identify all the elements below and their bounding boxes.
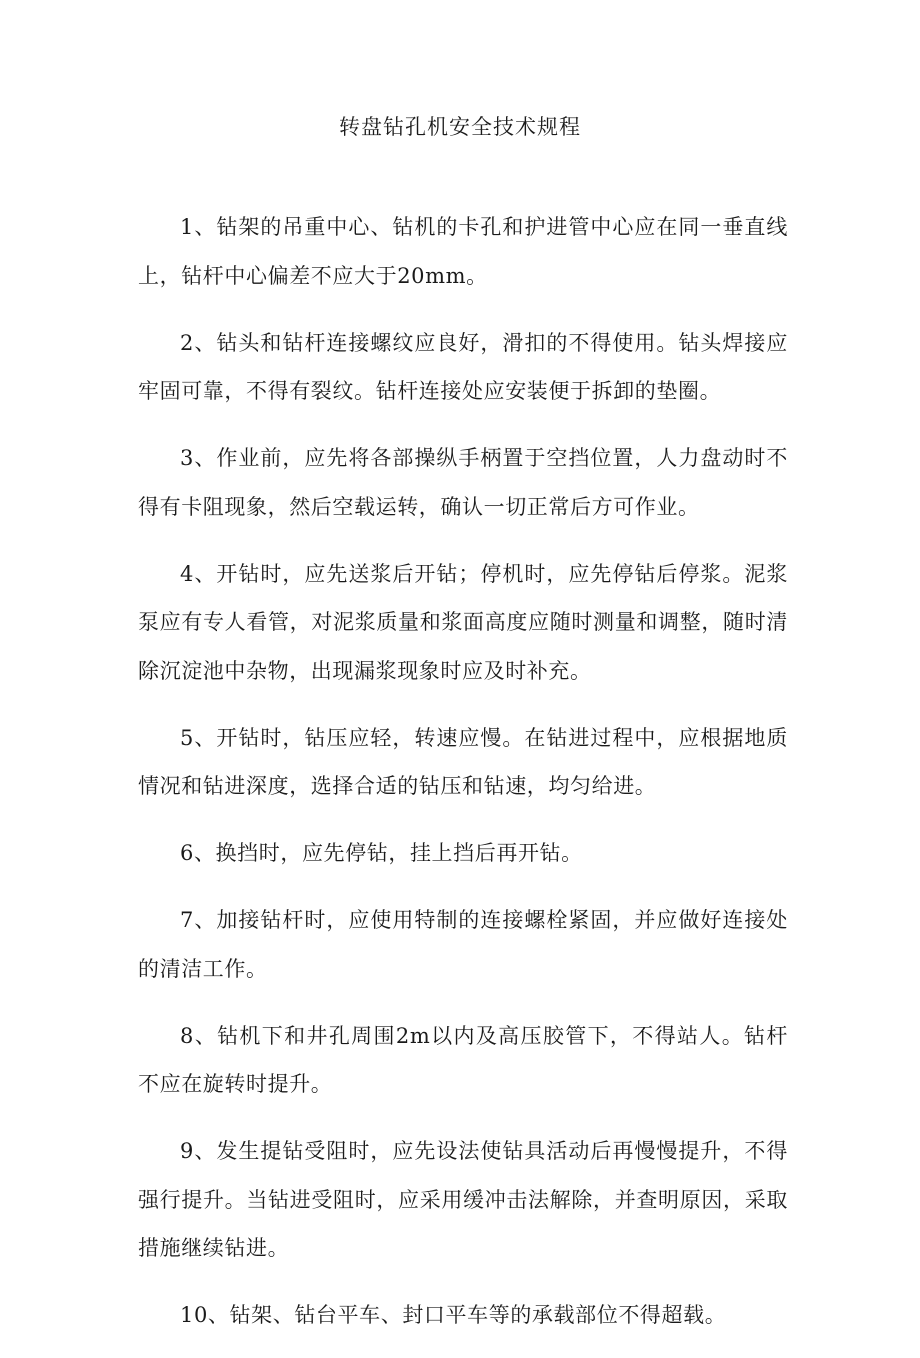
paragraph-7: 7、加接钻杆时，应使用特制的连接螺栓紧固，并应做好连接处的清洁工作。	[138, 908, 788, 981]
paragraph-3: 3、作业前，应先将各部操纵手柄置于空挡位置，人力盘动时不得有卡阻现象，然后空载运转，确认一切正常后方可作业。	[138, 446, 788, 519]
paragraph-1: 1、钻架的吊重中心、钻机的卡孔和护进管中心应在同一垂直线上，钻杆中心偏差不应大于20mm。	[138, 215, 788, 288]
paragraph-4: 4、开钻时，应先送浆后开钻；停机时，应先停钻后停浆。泥浆泵应有专人看管，对泥浆质量和浆面高度应随时测量和调整，随时清除沉淀池中杂物，出现漏浆现象时应及时补充。	[138, 561, 788, 683]
paragraph-10: 10、钻架、钻台平车、封口平车等的承载部位不得超载。	[180, 1303, 727, 1327]
paragraph-6: 6、换挡时，应先停钻，挂上挡后再开钻。	[180, 841, 583, 865]
paragraph-5: 5、开钻时，钻压应轻，转速应慢。在钻进过程中，应根据地质情况和钻进深度，选择合适的钻压和钻速，均匀给进。	[138, 725, 788, 798]
document-body	[138, 203, 788, 1358]
document-title: 转盘钻孔机安全技术规程	[339, 115, 581, 139]
paragraph-8: 8、钻机下和井孔周围2m以内及高压胶管下，不得站人。钻杆不应在旋转时提升。	[138, 1023, 788, 1096]
paragraph-2: 2、钻头和钻杆连接螺纹应良好，滑扣的不得使用。钻头焊接应牢固可靠，不得有裂纹。钻杆连接处应安装便于拆卸的垫圈。	[138, 330, 788, 403]
paragraph-9: 9、发生提钻受阻时，应先设法使钻具活动后再慢慢提升，不得强行提升。当钻进受阻时，应采用缓冲击法解除，并查明原因，采取措施继续钻进。	[138, 1139, 788, 1260]
